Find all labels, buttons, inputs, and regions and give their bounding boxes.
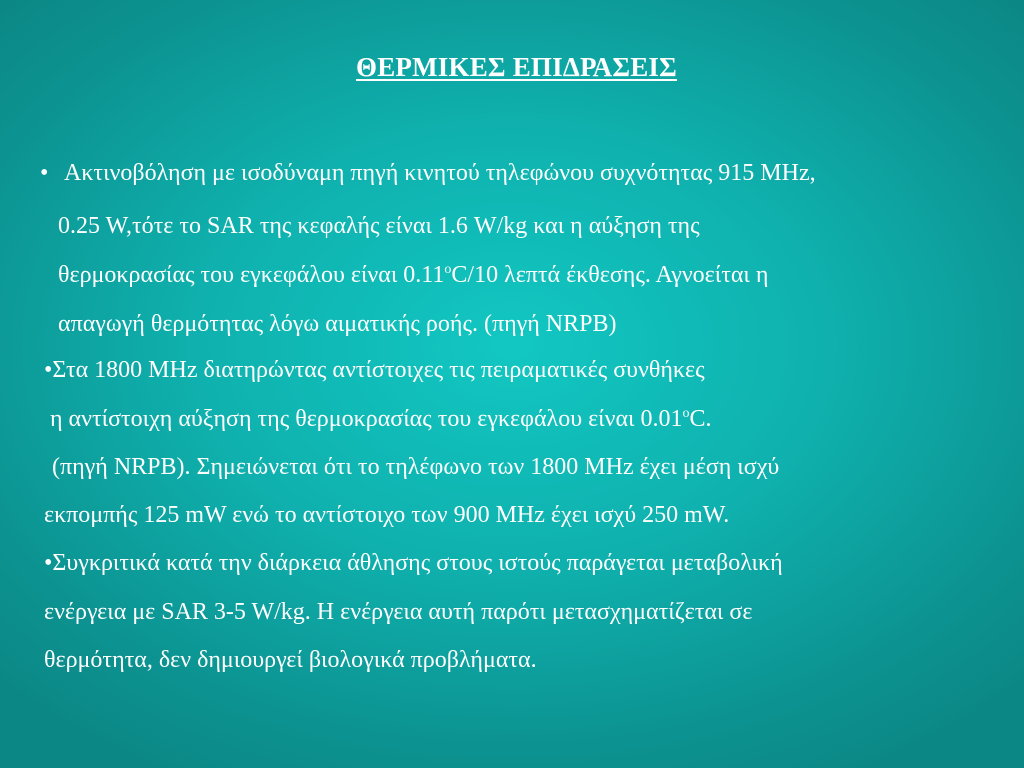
- text-line-5: •Στα 1800 MHz διατηρώντας αντίστοιχες τις πειραματικές συνθήκες: [44, 357, 705, 383]
- degree-superscript: ο: [682, 406, 690, 421]
- text-line-6-part-a: η αντίστοιχη αύξηση της θερμοκρασίας του εγκεφάλου είναι 0.01: [50, 406, 683, 432]
- text-line-10: ενέργεια με SAR 3-5 W/kg. Η ενέργεια αυτή παρότι μετασχηματίζεται σε: [44, 599, 753, 625]
- text-line-11: θερμότητα, δεν δημιουργεί βιολογικά προβλήματα.: [44, 647, 537, 673]
- text-line-8: εκπομπής 125 mW ενώ το αντίστοιχο των 900 MHz έχει ισχύ 250 mW.: [44, 502, 730, 528]
- text-line-2: 0.25 W,τότε το SAR της κεφαλής είναι 1.6 W/kg και η αύξηση της: [58, 213, 700, 239]
- bullet-icon: •: [40, 160, 49, 186]
- text-line-7: (πηγή NRPB). Σημειώνεται ότι το τηλέφωνο των 1800 MHz έχει μέση ισχύ: [52, 454, 780, 480]
- text-line-3-part-b: C/10 λεπτά έκθεσης. Αγνοείται η: [451, 262, 769, 288]
- text-line-1: Ακτινοβόληση με ισοδύναμη πηγή κινητού τηλεφώνου συχνότητας 915 MHz,: [64, 160, 816, 186]
- degree-superscript: ο: [444, 262, 452, 277]
- text-line-3-part-a: θερμοκρασίας του εγκεφάλου είναι 0.11: [58, 262, 445, 288]
- text-line-3: [58, 260, 768, 290]
- text-line-9: •Συγκριτικά κατά την διάρκεια άθλησης στους ιστούς παράγεται μεταβολική: [44, 550, 783, 576]
- text-line-6-part-b: C.: [689, 406, 712, 432]
- text-line-4: απαγωγή θερμότητας λόγω αιματικής ροής. (πηγή NRPB): [58, 311, 617, 337]
- text-line-6: [50, 404, 712, 434]
- slide-title: ΘΕΡΜΙΚΕΣ ΕΠΙΔΡΑΣΕΙΣ: [356, 52, 677, 82]
